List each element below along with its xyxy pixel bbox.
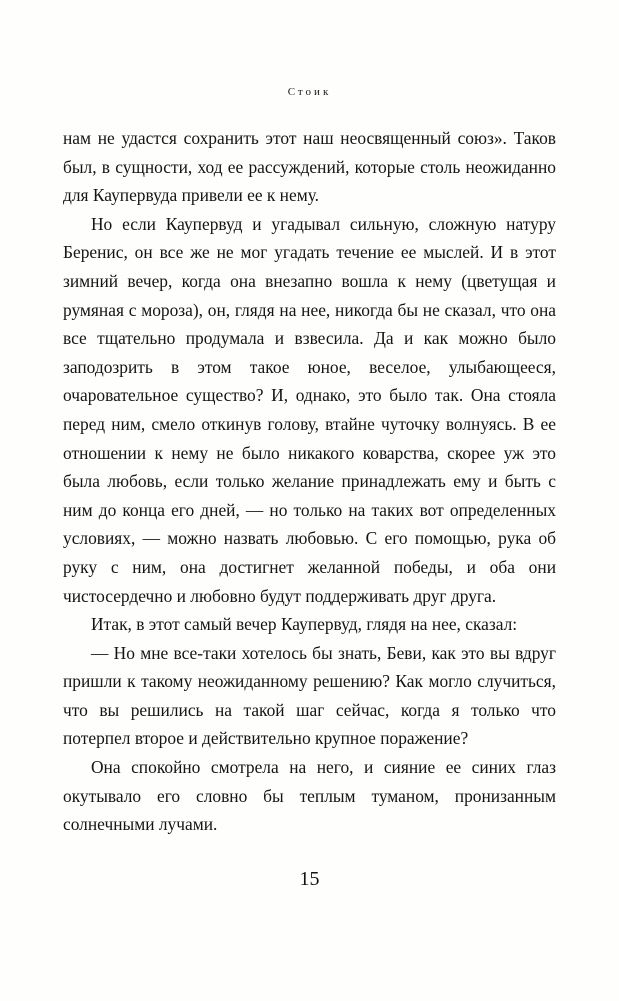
page-number: 15 [299,868,320,890]
paragraph: Итак, в этот самый вечер Каупервуд, глядя на нее, сказал: [91,614,518,635]
paragraph: — Но мне все-таки хотелось бы знать, Беви, как это вы вдруг пришли к такому неожиданному решению? Как могло случиться, что вы решились на такой шаг сейчас, когда я только что потерпел второе и действительно крупное поражение? [63,642,556,749]
body-text [63,124,556,839]
paragraph: нам не удастся сохранить этот наш неосвященный союз». Таков был, в сущности, ход ее рассуждений, которые столь неожиданно для Каупервуда привели ее к нему. [63,128,556,206]
running-head: Стоик [287,86,332,98]
paragraph: Она спокойно смотрела на него, и сияние ее синих глаз окутывало его словно бы теплым туманом, пронизанным солнечными лучами. [63,757,556,835]
paragraph: Но если Каупервуд и угадывал сильную, сложную натуру Беренис, он все же не мог угадать течение ее мыслей. И в этот зимний вечер, когда она внезапно вошла к нему (цветущая и румяная с мороза), он, глядя на нее, никогда бы не сказал, что она все тщательно продумала и взвесила. Да и как можно было заподозрить в этом такое юное, веселое, улыбающееся, очаровательное существо? И, однако, это было так. Она стояла перед ним, смело откинув голову, втайне чуточку волнуясь. В ее отношении к нему не было никакого коварства, скорее уж это была любовь, если только желание принадлежать ему и быть с ним до конца его дней, — но только на таких вот определенных условиях, — можно назвать любовью. С его помощью, рука об руку с ним, она достигнет желанной победы, и оба они чистосердечно и любовно будут поддерживать друг друга. [63,213,556,606]
